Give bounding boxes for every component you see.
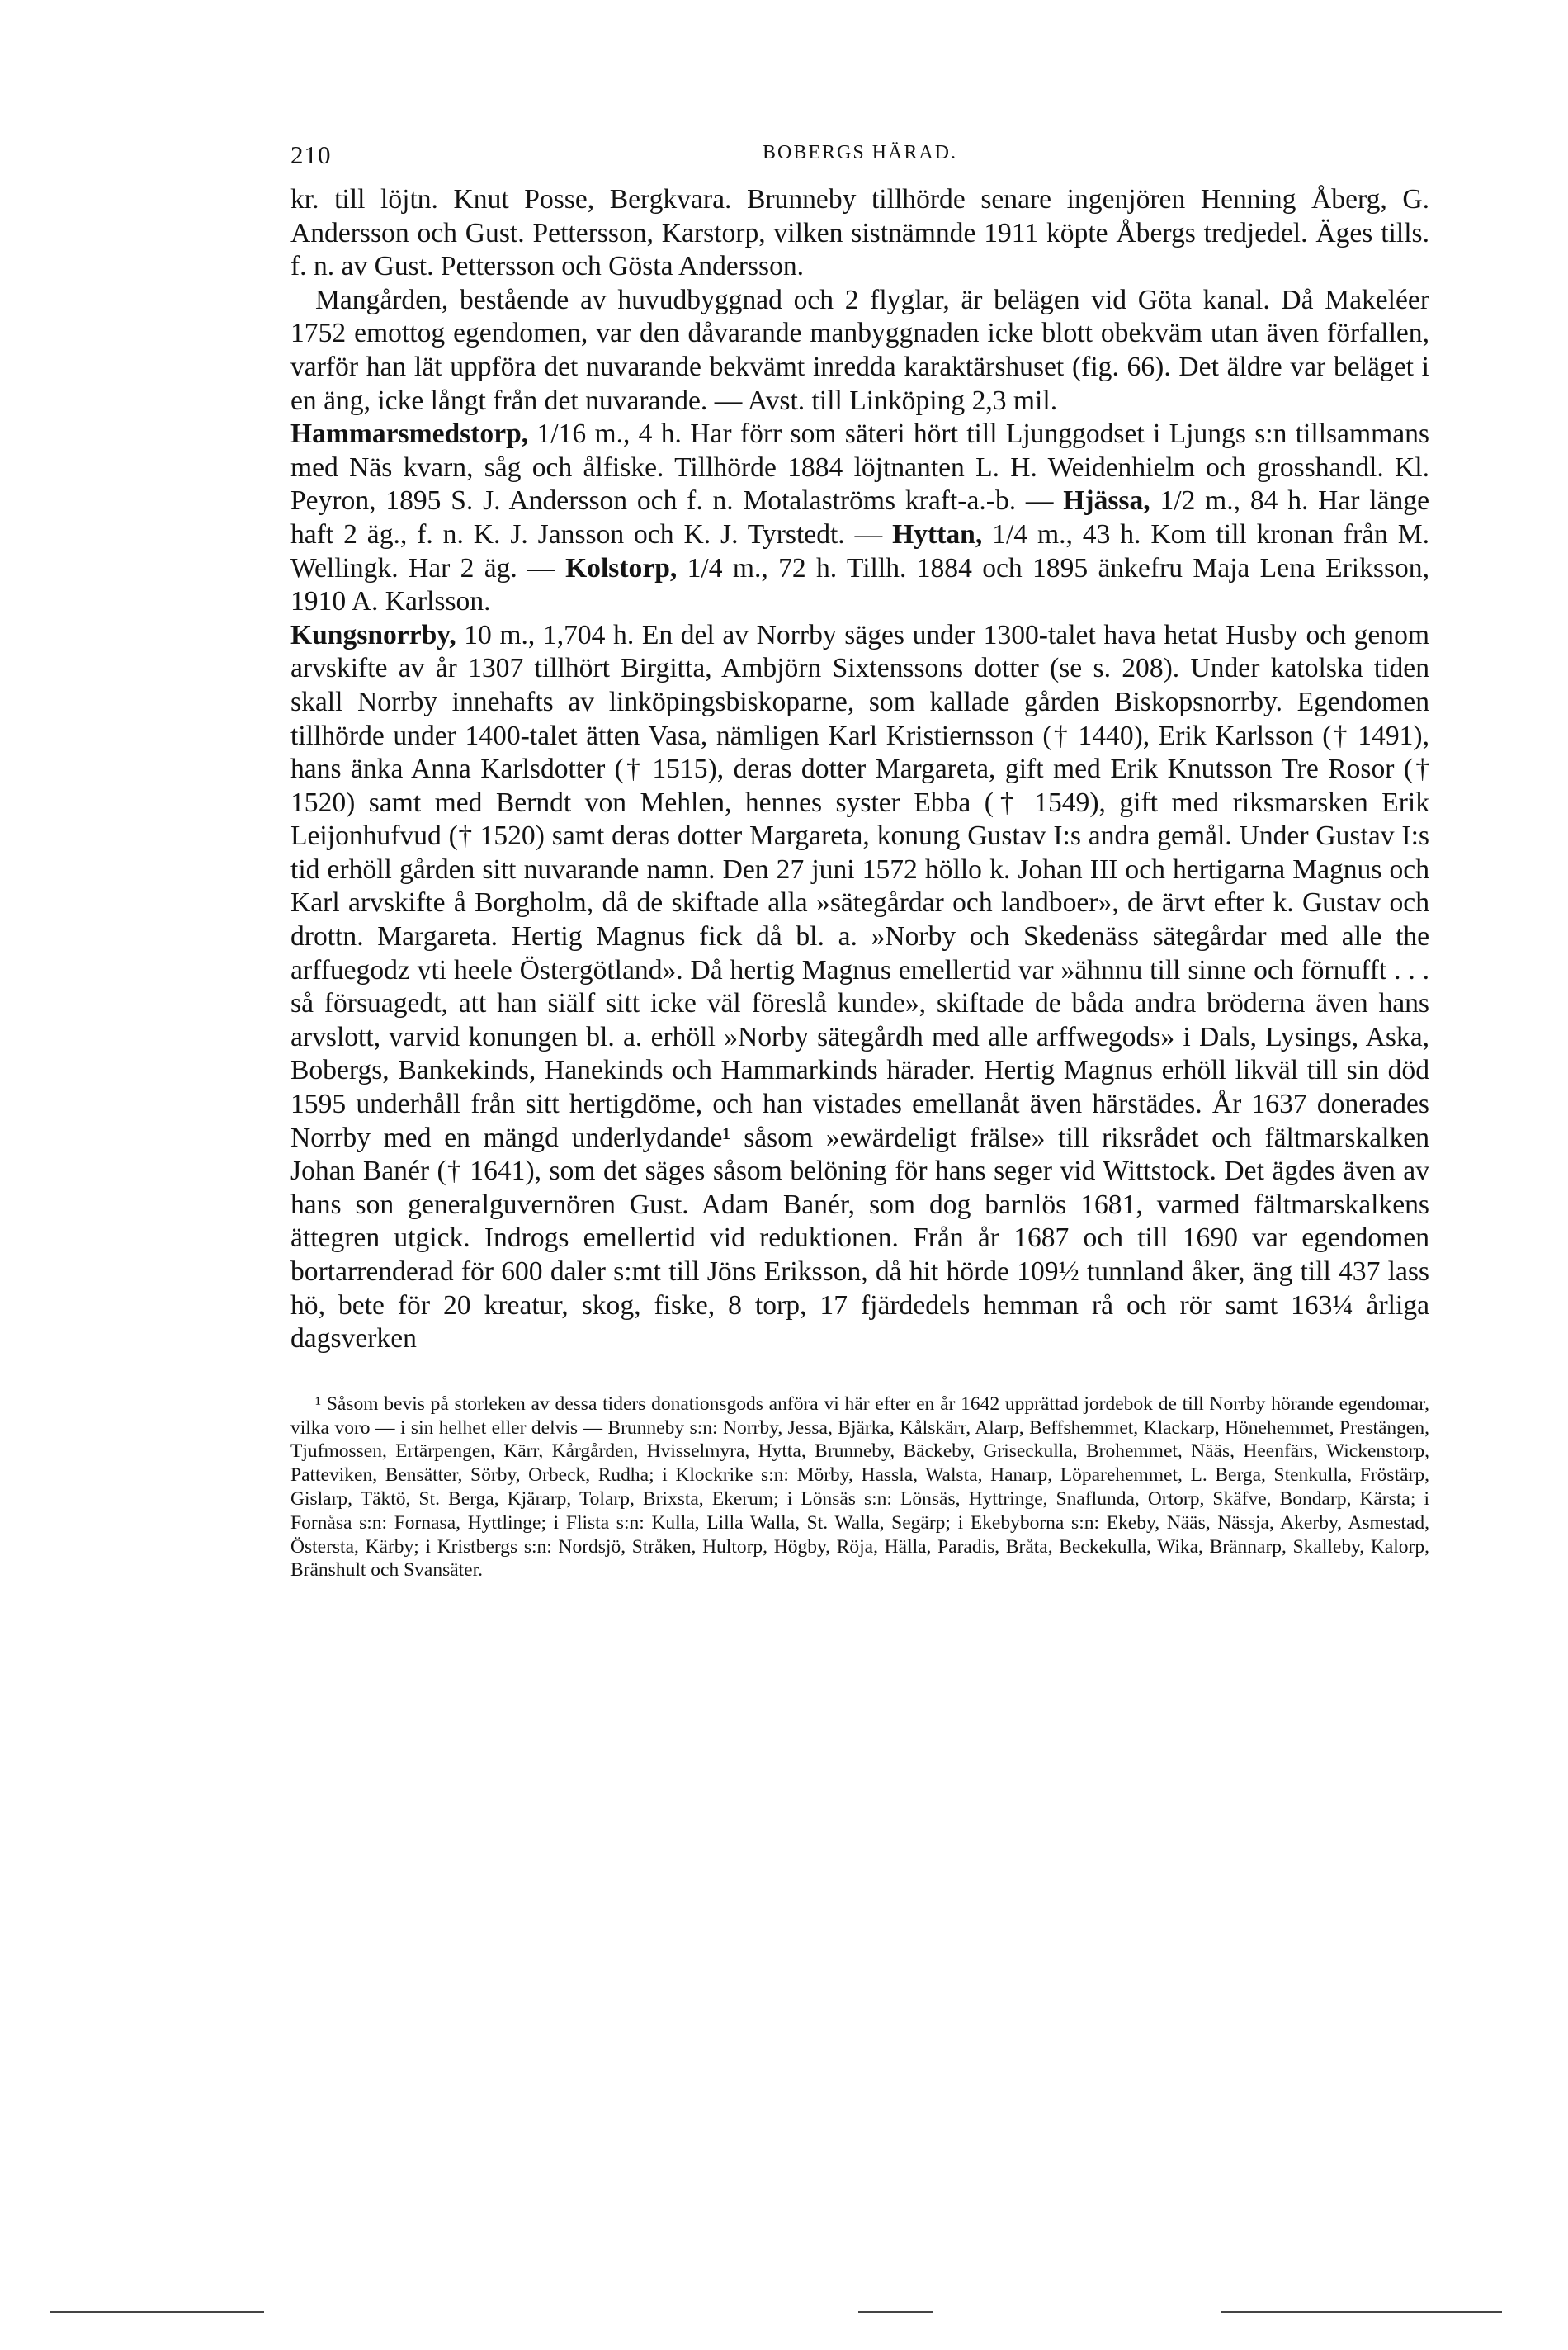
text-kungsnorrby: 10 m., 1,704 h. En del av Norrby säges under 1300-talet hava hetat Husby och genom arvskifte av år 1307 tillhört Birgitta, Ambjörn Sixtenssons dotter (se s. 208). Under katolska tiden skall Norrby innehafts av linköpingsbiskoparne, som kallade gården Biskopsnorrby. Egendomen tillhörde under 1400-talet ätten Vasa, nämligen Karl Kristiernsson († 1440), Erik Karlsson († 1491), hans änka Anna Karlsdotter († 1515), deras dotter Margareta, gift med Erik Knutsson Tre Rosor († 1520) samt med Berndt von Mehlen, hennes syster Ebba († 1549), gift med riksmarsken Erik Leijonhufvud († 1520) samt deras dotter Margareta, konung Gustav I:s andra gemål. Under Gustav I:s tid erhöll gården sitt nuvarande namn. Den 27 juni 1572 höllo k. Johan III och hertigarna Magnus och Karl arvskifte å Borgholm, då de skiftade alla »sätegårdar och landboer», de ärvt efter k. Gustav och drottn. Margareta. Hertig Magnus fick då bl. a. »Norby och Skedenäss sätegårdar med alle the arffuegodz vti heele Östergötland». Då hertig Magnus emellertid var »ähnnu till sinne och förnufft . . . så försuagedt, att han siälf sitt icke väl föreslå kunde», skiftade de båda andra bröderna även hans arvslott, varvid konungen bl. a. erhöll »Norby sätegårdh med alle arffwegods» i Dals, Lysings, Aska, Bobergs, Bankekinds, Hanekinds och Hammarkinds härader. Hertig Magnus erhöll likväl till sin död 1595 underhåll från sitt hertigdöme, och han vistades emellanåt även härstädes. År 1637 donerades Norrby med en mängd underlydande¹ såsom »ewärdeligt frälse» till riksrådet och fältmarskalken Johan Banér († 1641), som det säges såsom belöning för hans seger vid Wittstock. Det ägdes även av hans son generalguvernören Gust. Adam Banér, som dog barnlös 1681, varmed fältmarskalkens ättegren utgick. Indrogs emellertid vid reduktionen. Från år 1687 och till 1690 var egendomen bortarrenderad för 600 daler s:mt till Jöns Eriksson, då hit hörde 109½ tunnland åker, äng till 437 lass hö, bete för 20 kreatur, skog, fiske, 8 torp, 17 fjärdedels hemman rå och rör samt 163¼ årliga dagsverken	[290, 619, 1429, 1355]
footnote-1: ¹ Såsom bevis på storleken av dessa tiders donationsgods anföra vi här efter en år 1642 upprättad jordebok de till Norrby hörande egendomar, vilka voro — i sin helhet eller delvis — Brunneby s:n: Norrby, Jessa, Bjärka, Kålskärr, Alarp, Beffshemmet, Klackarp, Hönehemmet, Prestängen, Tjufmossen, Ertärpengen, Kärr, Kårgården, Hvisselmyra, Hytta, Brunneby, Bäckeby, Griseckulla, Brohemmet, Nääs, Heenfärs, Wickenstorp, Patteviken, Bensätter, Sörby, Orbeck, Rudha; i Klockrike s:n: Mörby, Hassla, Walsta, Hanarp, Löparehemmet, L. Berga, Stenkulla, Fröstärp, Gislarp, Täktö, St. Berga, Kjärarp, Tolarp, Brixsta, Ekerum; i Lönsäs s:n: Lönsäs, Hyttringe, Snaflunda, Ortorp, Skäfve, Bondarp, Kärsta; i Fornåsa s:n: Fornasa, Hyttlinge; i Flista s:n: Kulla, Lilla Walla, St. Walla, Segärp; i Ekebyborna s:n: Ekeby, Nääs, Nässja, Akerby, Asmestad, Östersta, Kärby; i Kristbergs s:n: Nordsjö, Stråken, Hultorp, Högby, Röja, Hälla, Paradis, Bråta, Beckekulla, Wika, Brännarp, Skalleby, Kalorp, Bränshult och Svansäter.	[290, 1393, 1429, 1582]
paragraph-kungsnorrby	[290, 619, 1429, 1356]
heading-hjassa: Hjässa,	[1063, 485, 1150, 517]
heading-hammarsmedstorp: Hammarsmedstorp,	[290, 418, 529, 450]
running-head	[290, 124, 1429, 173]
body-text	[290, 183, 1429, 1356]
paragraph-hammarsmedstorp	[290, 418, 1429, 619]
text-kolstorp: 1/4 m., 72 h. Tillh. 1884 och 1895 änkefru Maja Lena Eriksson, 1910 A. Karlsson.	[290, 552, 1429, 617]
heading-kolstorp: Kolstorp,	[565, 552, 678, 584]
page-number: 210	[290, 140, 332, 169]
paragraph-brunneby: kr. till löjtn. Knut Posse, Bergkvara. Brunneby tillhörde senare ingenjören Henning Åberg, G. Andersson och Gust. Pettersson, Karstorp, vilken sistnämnde 1911 köpte Åbergs tredjedel. Äges tills. f. n. av Gust. Pettersson och Gösta Andersson.	[290, 184, 1429, 282]
footnotes	[290, 1393, 1429, 1582]
header-title: BOBERGS HÄRAD.	[762, 142, 958, 163]
bottom-rule-middle	[858, 2311, 933, 2313]
document-page	[290, 124, 1429, 1582]
bottom-rule-right	[1221, 2311, 1502, 2313]
text-hjassa: 1/2 m., 84 h. Har länge haft 2 äg., f. n. K. J. Jansson och K. J. Tyrstedt. —	[290, 485, 1429, 550]
paragraph-mangarden: Mangården, bestående av huvudbyggnad och 2 flyglar, är belägen vid Göta kanal. Då Makeléer 1752 emottog egendomen, var den dåvarande manbyggnaden icke blott obekväm utan även förfallen, varför han lät uppföra det nuvarande bekvämt inredda karaktärshuset (fig. 66). Det äldre var beläget i en äng, icke långt från det nuvarande. — Avst. till Linköping 2,3 mil.	[290, 284, 1429, 416]
text-hyttan: 1/4 m., 43 h. Kom till kronan från M. Wellingk. Har 2 äg. —	[290, 518, 1430, 584]
heading-hyttan: Hyttan,	[892, 518, 983, 550]
text-hammarsmedstorp: 1/16 m., 4 h. Har förr som säteri hört till Ljunggodset i Ljungs s:n tillsammans med Näs kvarn, såg och ålfiske. Tillhörde 1884 löjtnanten L. H. Weidenhielm och grosshandl. Kl. Peyron, 1895 S. J. Andersson och f. n. Motalaströms kraft-a.-b. —	[290, 418, 1429, 517]
bottom-rule-left	[50, 2311, 264, 2313]
heading-kungsnorrby: Kungsnorrby,	[290, 619, 456, 650]
